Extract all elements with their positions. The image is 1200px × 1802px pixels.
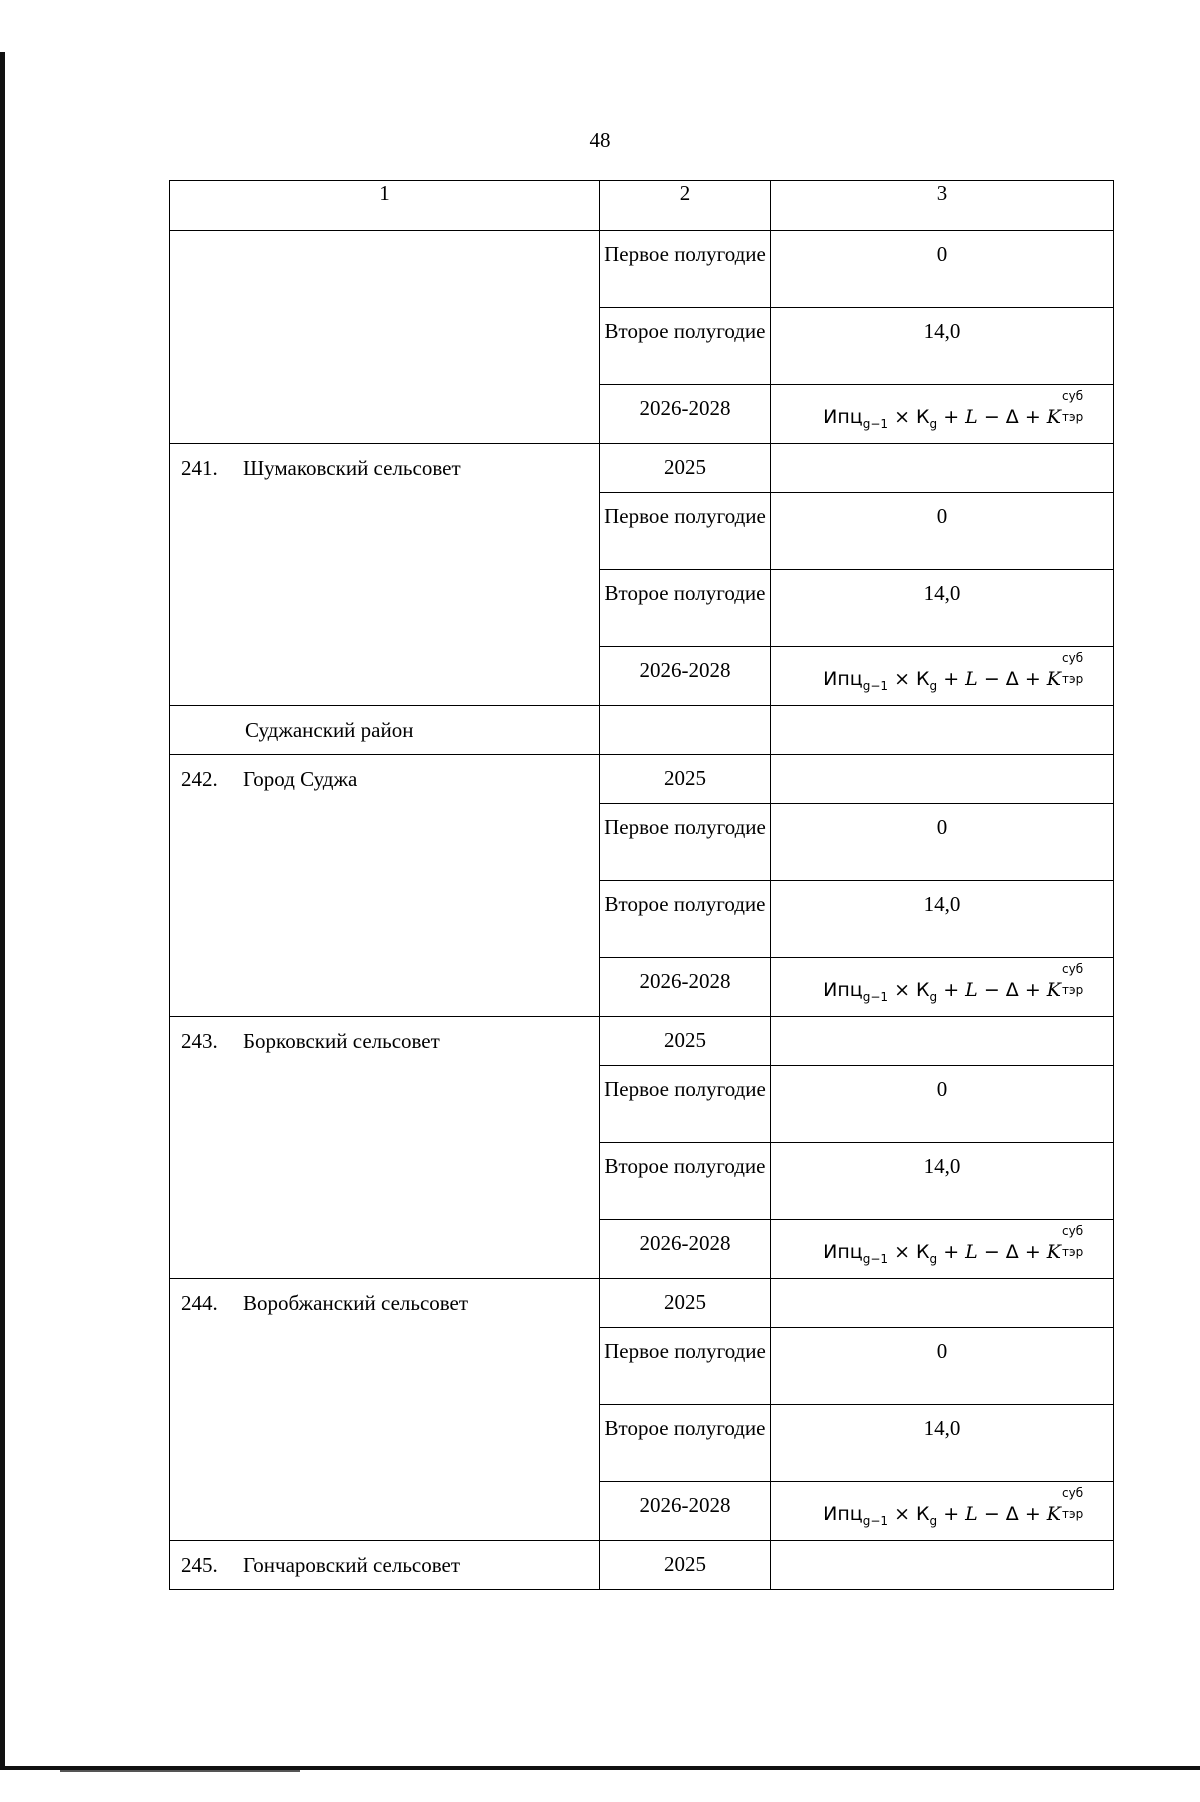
period-cell: 2025 — [600, 1541, 771, 1590]
page-number: 48 — [589, 128, 611, 152]
table-row — [170, 1279, 1114, 1328]
formula-cell — [771, 647, 1114, 706]
period-cell: 2025 — [600, 755, 771, 804]
empty-cell — [771, 706, 1114, 755]
formula-cell — [771, 1220, 1114, 1279]
period-cell: 2026-2028 — [600, 647, 771, 706]
period-cell: Первое полугодие — [600, 1328, 771, 1405]
row-number: 245. — [181, 1553, 218, 1577]
period-cell: Первое полугодие — [600, 1066, 771, 1143]
value-cell: 14,0 — [771, 881, 1114, 958]
value-cell: 0 — [771, 804, 1114, 881]
period-cell: Второе полугодие — [600, 881, 771, 958]
empty-cell — [600, 706, 771, 755]
value-cell: 0 — [771, 231, 1114, 308]
period-cell: 2025 — [600, 1279, 771, 1328]
period-cell: Второе полугодие — [600, 1143, 771, 1220]
table-row — [170, 231, 1114, 308]
settlement-name-cell — [170, 1541, 600, 1590]
value-cell: 14,0 — [771, 570, 1114, 647]
value-cell — [771, 1279, 1114, 1328]
settlement-name: Борковский сельсовет — [243, 1029, 440, 1053]
value-cell: 14,0 — [771, 1405, 1114, 1482]
value-cell: 0 — [771, 1066, 1114, 1143]
settlement-name-cell — [170, 444, 600, 706]
value-cell — [771, 1017, 1114, 1066]
row-number: 242. — [181, 767, 218, 791]
period-cell: Первое полугодие — [600, 804, 771, 881]
formula-cell — [771, 958, 1114, 1017]
header-col-3: 3 — [771, 181, 1114, 231]
formula-cell — [771, 385, 1114, 444]
value-cell — [771, 444, 1114, 493]
value-cell — [771, 755, 1114, 804]
period-cell: Второе полугодие — [600, 1405, 771, 1482]
period-cell: 2026-2028 — [600, 385, 771, 444]
table-row — [170, 755, 1114, 804]
district-name: Суджанский район — [170, 706, 600, 755]
row-number: 241. — [181, 456, 218, 480]
table-header-row — [170, 181, 1114, 231]
tariff-formula: $Ипц_{g-1} \times К_g + L - \Delta + K$ суб тэр — [823, 1224, 1084, 1266]
row-number: 243. — [181, 1029, 218, 1053]
settlement-name: Воробжанский сельсовет — [243, 1291, 469, 1315]
formula-cell — [771, 1482, 1114, 1541]
period-cell: Второе полугодие — [600, 570, 771, 647]
tariff-formula: $Ипц_{g-1} \times К_g + L - \Delta + K$ суб тэр — [823, 1486, 1084, 1528]
settlement-name: Гончаровский сельсовет — [243, 1553, 461, 1577]
value-cell: 0 — [771, 1328, 1114, 1405]
row-number: 244. — [181, 1291, 218, 1315]
header-col-2: 2 — [600, 181, 771, 231]
period-cell: 2026-2028 — [600, 1482, 771, 1541]
period-cell: 2025 — [600, 1017, 771, 1066]
period-cell: 2026-2028 — [600, 1220, 771, 1279]
value-cell: 14,0 — [771, 1143, 1114, 1220]
district-row — [170, 706, 1114, 755]
period-cell: 2025 — [600, 444, 771, 493]
settlement-name: Шумаковский сельсовет — [243, 456, 461, 480]
value-cell: 14,0 — [771, 308, 1114, 385]
settlement-name-cell — [170, 1279, 600, 1541]
period-cell: Первое полугодие — [600, 231, 771, 308]
settlement-name-cell — [170, 231, 600, 444]
scan-left-edge — [0, 52, 5, 1770]
scan-bottom-edge — [0, 1766, 1200, 1770]
tariff-formula: $Ипц_{g-1} \times К_g + L - \Delta + K$ суб тэр — [823, 651, 1084, 693]
value-cell — [771, 1541, 1114, 1590]
value-cell: 0 — [771, 493, 1114, 570]
tariff-table — [169, 180, 1114, 1590]
table-row — [170, 1541, 1114, 1590]
table-row — [170, 1017, 1114, 1066]
period-cell: Первое полугодие — [600, 493, 771, 570]
settlement-name: Город Суджа — [243, 767, 358, 791]
tariff-formula: $Ипц_{g-1} \times К_g + L - \Delta + K$ суб тэр — [823, 389, 1084, 431]
tariff-formula: $Ипц_{g-1} \times К_g + L - \Delta + K$ суб тэр — [823, 962, 1084, 1004]
settlement-name-cell — [170, 1017, 600, 1279]
period-cell: 2026-2028 — [600, 958, 771, 1017]
header-col-1: 1 — [170, 181, 600, 231]
table-row — [170, 444, 1114, 493]
period-cell: Второе полугодие — [600, 308, 771, 385]
settlement-name-cell — [170, 755, 600, 1017]
